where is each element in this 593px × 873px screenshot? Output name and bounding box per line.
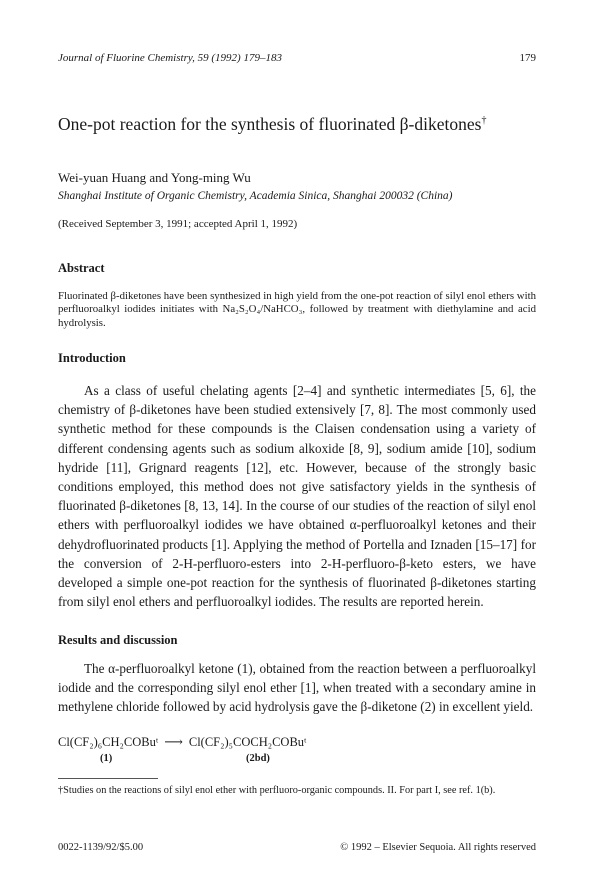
copyright-notice: © 1992 – Elsevier Sequoia. All rights reserved [340,842,536,853]
footnote: †Studies on the reactions of silyl enol ether with perfluoro-organic compounds. II. For part I, see ref. 1(b). [58,785,496,796]
product-formula: Cl(CF₂)₅COCH₂COBuᵗ [188,734,307,749]
reactant-label: (1) [100,753,113,764]
article-title [58,110,528,135]
article-code: 0022-1139/92/$5.00 [58,842,144,853]
reactant-formula: Cl(CF₂)₆CH₂COBuᵗ [58,734,159,749]
results-heading: Results and discussion [58,633,178,647]
page-number: 179 [519,52,536,64]
page-footer [58,842,536,853]
reaction-arrow-icon: ⟶ [164,734,183,749]
affiliation: Shanghai Institute of Organic Chemistry, Academia Sinica, Shanghai 200032 (China) [58,190,453,202]
reaction-equation [58,734,306,750]
abstract-heading: Abstract [58,261,105,275]
journal-citation: Journal of Fluorine Chemistry, 59 (1992) 179–183 [58,52,282,64]
results-paragraph: The α-perfluoroalkyl ketone (1), obtained from the reaction between a perfluoroalkyl iodide and the corresponding silyl enol ether [1], when treated with a secondary amine in methylene chloride followed by acid hydrolysis gave the β-diketone (2) in excellent yield. [58,661,536,715]
introduction-paragraph: As a class of useful chelating agents [2–4] and synthetic intermediates [5, 6], the chemistry of β-diketones have been studied extensively [7, 8]. The most commonly used synthetic method for these compounds is the Claisen condensation using a variety of different condensing agents such as sodium alkoxide [8, 9], sodium amide [10], sodium hydride [11], Grignard reagents [12], etc. However, because of the strongly basic conditions employed, this method does not give satisfactory yields in the synthesis of fluorinated β-diketones [8, 13, 14]. In the course of our studies of the reaction of silyl enol ethers with perfluoroalkyl iodides we have obtained α-perfluoroalkyl ketones and their dehydrofluorinated products [1]. Applying the method of Portella and Iznaden [15–17] for the conversion of 2-H-perfluoro-esters into 2-H-perfluoro-β-keto esters, we have developed a simple one-pot reaction for the synthesis of fluorinated β-diketones starting from silyl enol ethers and perfluoroalkyl iodides. The results are reported herein. [58,383,536,610]
title-footnote-mark: † [481,115,487,126]
footnote-divider [58,778,158,779]
results-body [58,659,536,717]
article-title-text: One-pot reaction for the synthesis of fluorinated β-diketones [58,113,482,134]
authors: Wei-yuan Huang and Yong-ming Wu [58,170,251,185]
introduction-body [58,381,536,611]
abstract-text: Fluorinated β-diketones have been synthesized in high yield from the one-pot reaction of silyl enol ethers with perfluoroalkyl iodides initiates with Na₂S₂O₄/NaHCO₃, followed by treatment with diethylamine and acid hydrolysis. [58,290,536,329]
product-label: (2bd) [246,753,270,764]
introduction-heading: Introduction [58,351,126,365]
received-dates: (Received September 3, 1991; accepted April 1, 1992) [58,218,298,230]
running-head [58,52,536,64]
